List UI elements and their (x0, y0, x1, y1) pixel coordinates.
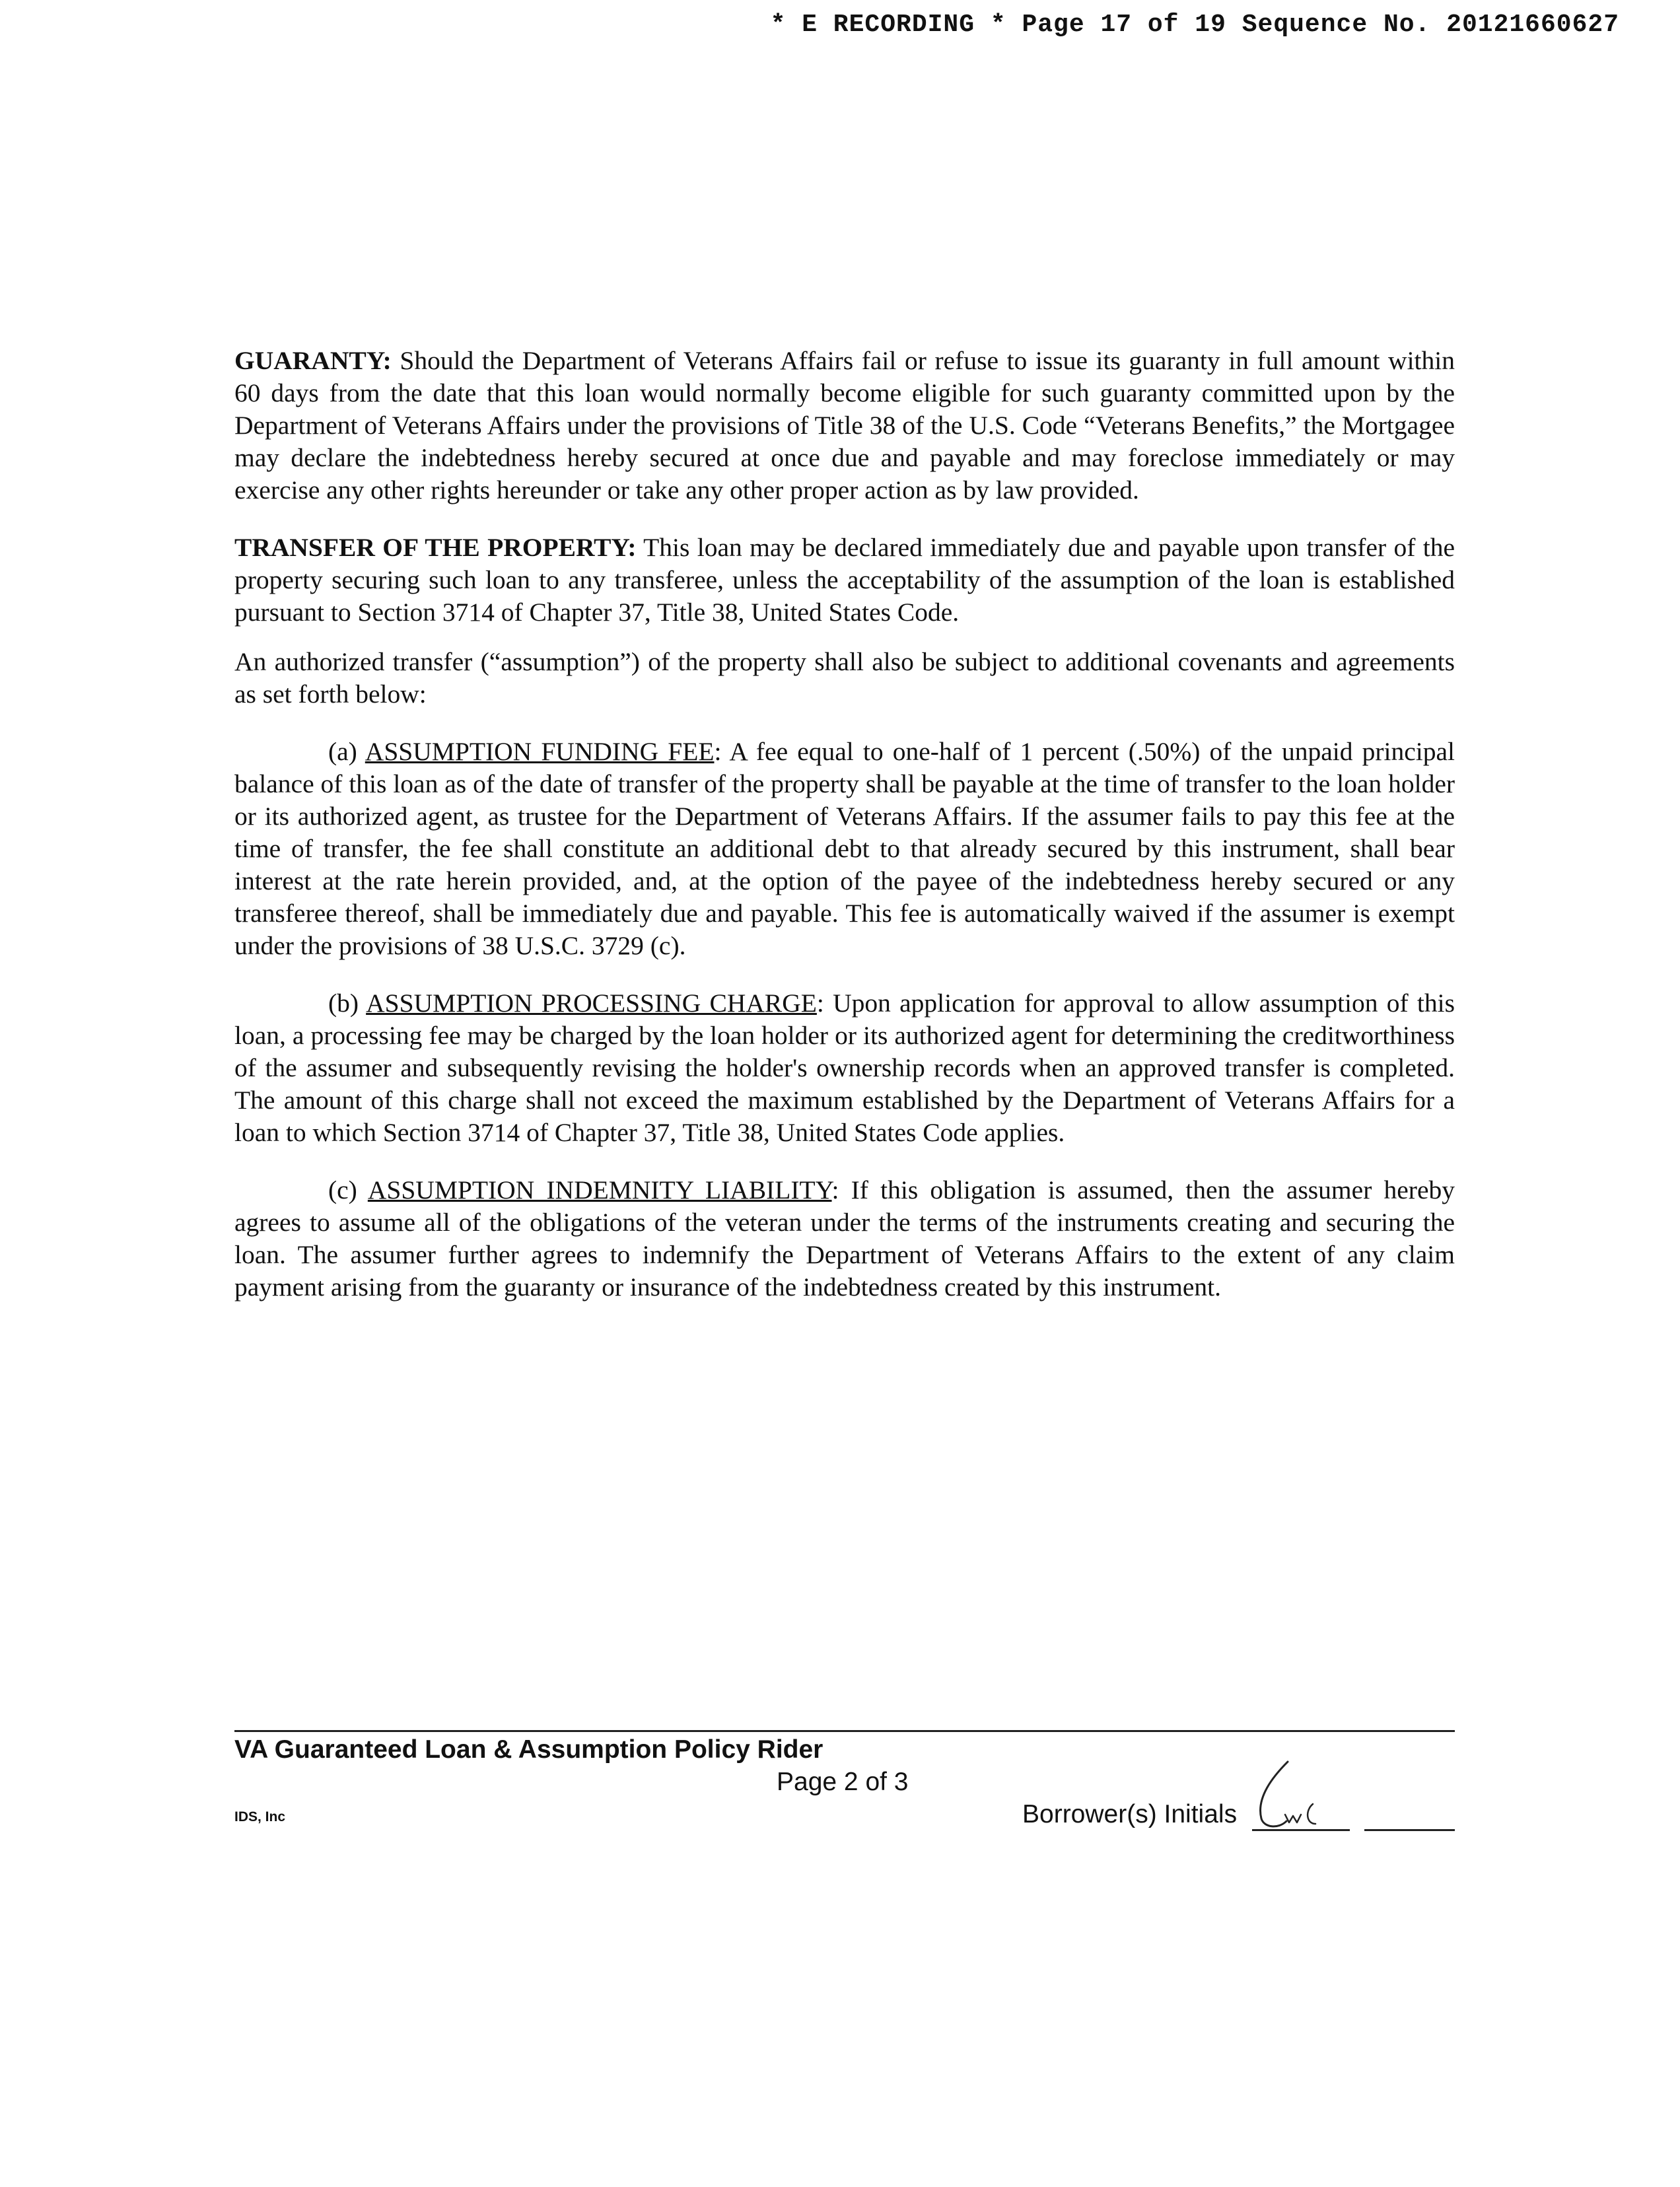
form-title: VA Guaranteed Loan & Assumption Policy Rider (234, 1735, 823, 1764)
funding-fee-paragraph (234, 736, 1455, 962)
indemnity-liability-paragraph (234, 1174, 1455, 1303)
transfer-paragraph (234, 532, 1455, 629)
document-body (234, 345, 1455, 1329)
transfer-heading: TRANSFER OF THE PROPERTY: (234, 533, 637, 562)
indemnity-liability-heading: ASSUMPTION INDEMNITY LIABILITY (367, 1175, 832, 1204)
funding-fee-text: : A fee equal to one-half of 1 percent (.50%) of the unpaid principal balance of this loan as of the date of transfer of the property shall be payable at the time of transfer to the loan holder or its authorized agent, as trustee for the Department of Veterans Affairs. If the assumer fails to pay this fee at the time of transfer, the fee shall constitute an additional debt to that already secured by this instrument, shall bear interest at the rate herein provided, and, at the option of the payee of the indebtedness hereby secured or any transferee thereof, shall be immediately due and payable. This fee is automatically waived if the assumer is exempt under the provisions of 38 U.S.C. 3729 (c). (234, 737, 1455, 960)
processing-charge-heading: ASSUMPTION PROCESSING CHARGE (366, 989, 817, 1018)
guaranty-text: Should the Department of Veterans Affairs fail or refuse to issue its guaranty in full amount within 60 days from the date that this loan would normally become eligible for such guaranty committed upon by the Department of Veterans Affairs under the provisions of Title 38 of the U.S. Code “Veterans Benefits,” the Mortgagee may declare the indebtedness hereby secured at once due and payable and may foreclose immediately or may exercise any other rights hereunder or take any other proper action as by law provided. (234, 346, 1455, 504)
page-number: Page 2 of 3 (777, 1768, 909, 1796)
initials-label: Borrower(s) Initials (1022, 1800, 1238, 1828)
initials-line-1 (1252, 1829, 1350, 1831)
transfer-text: This loan may be declared immediately due and payable upon transfer of the property securing such loan to any transferee, unless the acceptability of the assumption of the loan is established pursuant to Section 3714 of Chapter 37, Title 38, United States Code. (234, 533, 1455, 627)
processing-charge-prefix: (b) (328, 989, 367, 1018)
authorized-transfer-text: An authorized transfer (“assumption”) of the property shall also be subject to additional covenants and agreements as set forth below: (234, 647, 1455, 709)
vendor-label: IDS, Inc (234, 1809, 286, 1824)
processing-charge-paragraph (234, 987, 1455, 1149)
funding-fee-prefix: (a) (328, 737, 365, 766)
handwritten-initials (1247, 1750, 1359, 1836)
recording-stamp: * E RECORDING * Page 17 of 19 Sequence No. 20121660627 (770, 11, 1619, 39)
indemnity-liability-prefix: (c) (328, 1175, 368, 1204)
processing-charge-text: : Upon application for approval to allow assumption of this loan, a processing fee may be charged by the loan holder or its authorized agent for determining the creditworthiness of the assumer and subsequently revising the holder's ownership records when an approved transfer is completed. The amount of this charge shall not exceed the maximum established by the Department of Veterans Affairs for a loan to which Section 3714 of Chapter 37, Title 38, United States Code applies. (234, 989, 1455, 1147)
authorized-transfer-paragraph (234, 646, 1455, 711)
footer-divider (234, 1730, 1455, 1732)
guaranty-heading: GUARANTY: (234, 346, 392, 375)
indemnity-liability-text: : If this obligation is assumed, then the assumer hereby agrees to assume all of the obligations of the veteran under the terms of the instruments creating and securing the loan. The assumer further agrees to indemnify the Department of Veterans Affairs to the extent of any claim payment arising from the guaranty or insurance of the indebtedness created by this instrument. (234, 1175, 1455, 1302)
guaranty-paragraph (234, 345, 1455, 506)
funding-fee-heading: ASSUMPTION FUNDING FEE (365, 737, 715, 766)
initials-line-2 (1364, 1829, 1455, 1831)
